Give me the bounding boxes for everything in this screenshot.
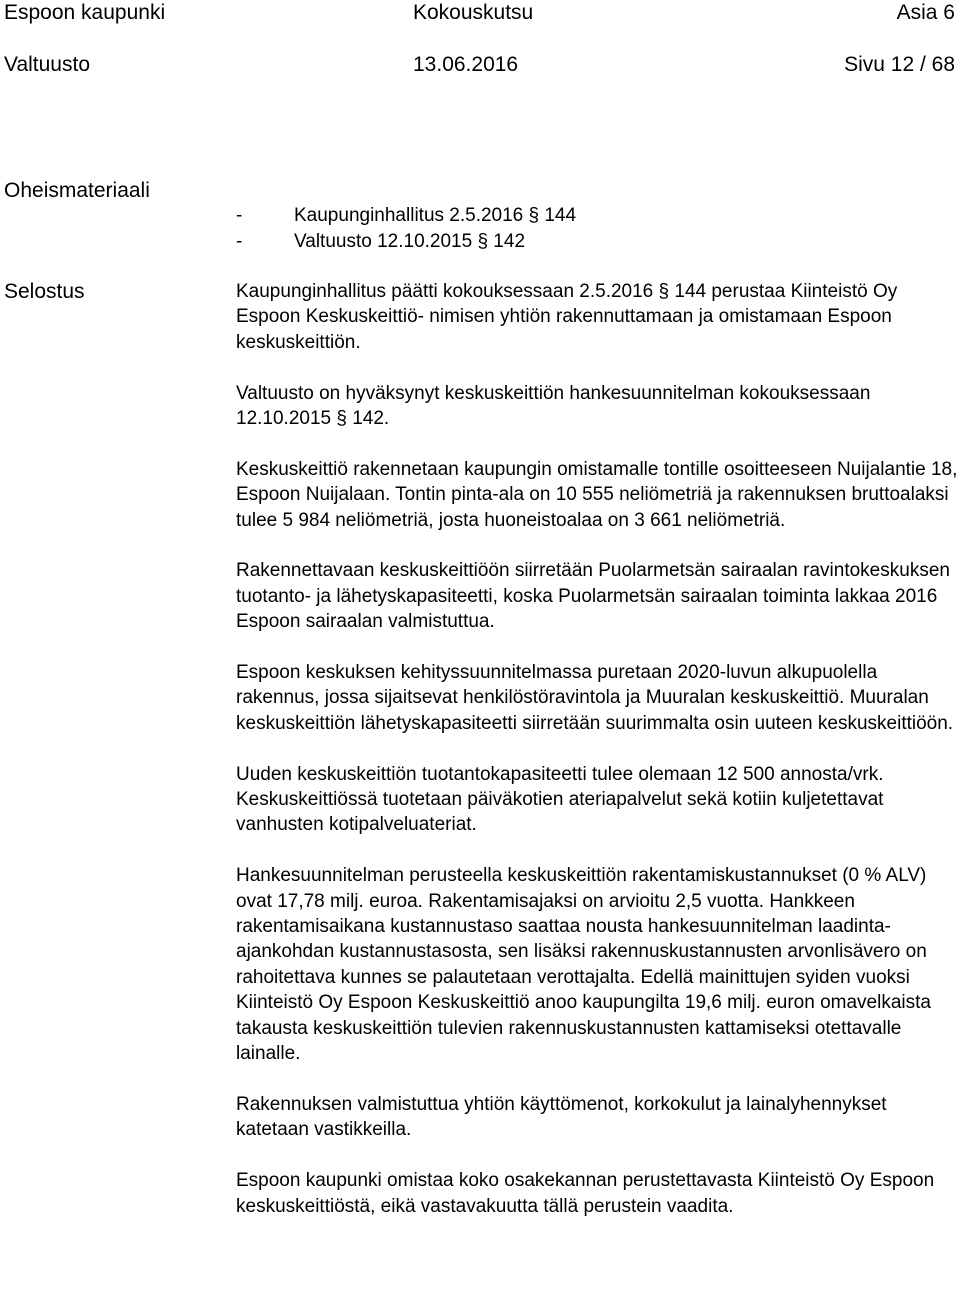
attachments-label: Oheismateriaali — [4, 179, 150, 202]
description-paragraph: Valtuusto on hyväksynyt keskuskeittiön hankesuunnitelman kokouksessaan 12.10.2015 § 142. — [236, 382, 871, 430]
attachment-item-text: Valtuusto 12.10.2015 § 142 — [294, 231, 526, 252]
description-paragraph: Espoon keskuksen kehityssuunnitelmassa puretaan 2020-luvun alkupuolella rakennus, jossa sijaitsevat henkilöstöravintola ja Muuralan keskuskeittiö. Muuralan keskuskeittiön lähetyskapasiteetti siirretään suurimmalta osin uuteen keskuskeittiöön. — [236, 662, 954, 734]
description-paragraph: Uuden keskuskeittiön tuotantokapasiteetti tulee olemaan 12 500 annosta/vrk. Keskuskeittiössä tuotetaan päiväkotien ateriapalvelut sekä kotiin kuljetettavat vanhusten kotipalveluateriat. — [236, 763, 884, 836]
header-date: 13.06.2016 — [413, 53, 519, 76]
page-header-top — [0, 0, 960, 26]
header-organization: Espoon kaupunki — [4, 1, 166, 24]
description-paragraph: Espoon kaupunki omistaa koko osakekannan perustettavasta Kiinteistö Oy Espoon keskuskeittiöstä, eikä vastavakuutta tällä perustein vaadita. — [236, 1170, 935, 1217]
description-paragraph: Rakennuksen valmistuttua yhtiön käyttömenot, korkokulut ja lainalyhennykset katetaan vastikkeilla. — [236, 1093, 887, 1141]
description-paragraph: Hankesuunnitelman perusteella keskuskeittiön rakentamiskustannukset (0 % ALV) ovat 17,78 milj. euroa. Rakentamisajaksi on arvioitu 2,5 vuotta. Hankkeen rakentamisaikana kustannustaso saattaa nousta hankesuunnitelman laadinta-ajankohdan kustannustasosta, sen lisäksi rakennuskustannusten arvonlisävero on rahoitettava kunnes se palautetaan verottajalta. Edellä mainittujen syiden vuoksi Kiinteistö Oy Espoon Keskuskeittiö anoo kaupungilta 19,6 milj. euron omavelkaista takausta keskuskeittiön tulevien rakennuskustannusten kattamiseksi otettavalle lainalle. — [236, 865, 931, 1065]
page-header-bottom — [0, 52, 960, 78]
description-label: Selostus — [4, 280, 85, 303]
header-agenda-item: Asia 6 — [896, 1, 955, 24]
description-paragraph: Kaupunginhallitus päätti kokouksessaan 2.5.2016 § 144 perustaa Kiinteistö Oy Espoon Keskuskeittiö- nimisen yhtiön rakennuttamaan ja omistamaan Espoon keskuskeittiön. — [236, 281, 898, 353]
attachment-item: - Kaupunginhallitus 2.5.2016 § 144 — [236, 205, 577, 226]
header-body: Valtuusto — [4, 53, 90, 76]
description-paragraph: Rakennettavaan keskuskeittiöön siirretään Puolarmetsän sairaalan ravintokeskuksen tuotanto- ja lähetyskapasiteetti, koska Puolarmetsän sairaalan toiminta lakkaa 2016 Espoon sairaalan valmistuttua. — [236, 560, 950, 633]
description-body — [236, 279, 958, 1219]
attachments-list — [236, 203, 576, 255]
attachment-item: - Valtuusto 12.10.2015 § 142 — [236, 231, 526, 252]
header-page-number: Sivu 12 / 68 — [844, 53, 955, 76]
description-paragraph: Keskuskeittiö rakennetaan kaupungin omistamalle tontille osoitteeseen Nuijalantie 18, Espoon Nuijalaan. Tontin pinta-ala on 10 555 neliömetriä ja rakennuksen bruttoalaksi tulee 5 984 neliömetriä, josta huoneistoalaa on 3 661 neliömetriä. — [236, 458, 958, 531]
attachment-item-text: Kaupunginhallitus 2.5.2016 § 144 — [294, 205, 577, 226]
header-document-type: Kokouskutsu — [413, 1, 534, 24]
